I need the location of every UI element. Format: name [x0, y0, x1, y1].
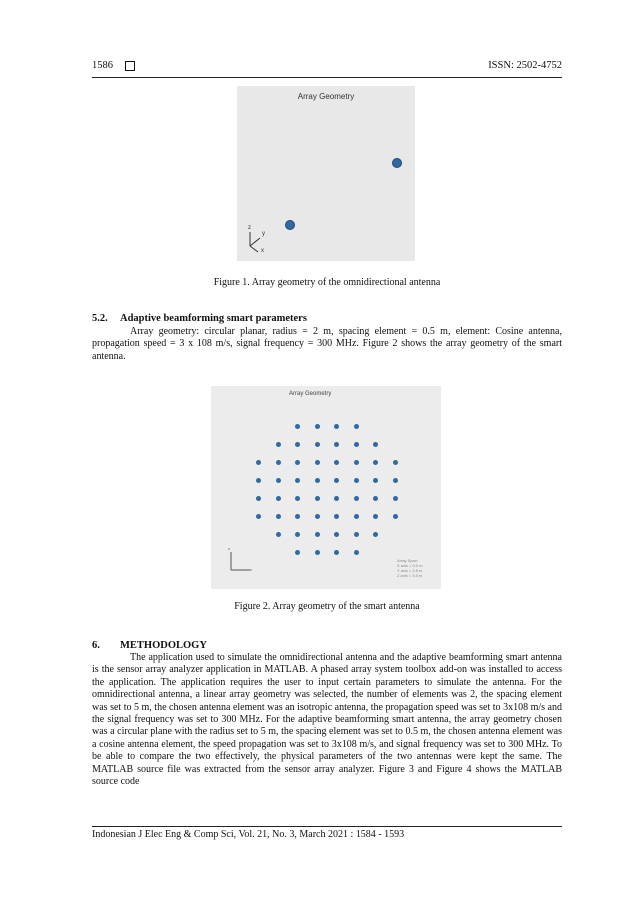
- array-element: [393, 478, 398, 483]
- array-element: [256, 514, 261, 519]
- array-element: [354, 460, 359, 465]
- footer-citation: Indonesian J Elec Eng & Comp Sci, Vol. 21, No. 3, March 2021 : 1584 - 1593: [92, 829, 405, 840]
- array-element: [334, 514, 339, 519]
- array-element: [276, 514, 281, 519]
- array-element: [276, 496, 281, 501]
- array-element: [276, 478, 281, 483]
- spec-line: Array Span:: [397, 558, 419, 563]
- issn-label: ISSN: 2502-4752: [488, 60, 562, 71]
- array-element: [276, 532, 281, 537]
- array-element: [334, 424, 339, 429]
- spec-line: Y axis = 3.5 m: [397, 568, 423, 573]
- figure-1-plot-title: Array Geometry: [297, 92, 355, 101]
- axes-triad-icon: [228, 548, 258, 574]
- section-5-2-paragraph: [92, 326, 562, 363]
- array-element: [334, 496, 339, 501]
- page-header: [92, 60, 562, 76]
- array-element: [256, 496, 261, 501]
- array-element: [315, 514, 320, 519]
- array-element: [315, 532, 320, 537]
- spec-line: X axis = 0.0 m: [397, 563, 423, 568]
- array-element: [354, 496, 359, 501]
- array-element: [295, 478, 300, 483]
- array-element: [285, 220, 295, 230]
- array-element: [373, 514, 378, 519]
- array-element: [354, 550, 359, 555]
- x-axis-label: x: [250, 567, 252, 572]
- array-element: [295, 424, 300, 429]
- paragraph-text: Array geometry: circular planar, radius = 2 m, spacing element = 0.5 m, element: Cosine antenna, propagation speed = 3 x 108 m/s, signal frequency = 300 MHz. Figure 2 shows the array geometry of the smart antenna.: [92, 326, 562, 362]
- array-span-readout: [397, 558, 422, 578]
- array-element: [315, 478, 320, 483]
- array-element: [295, 550, 300, 555]
- array-element: [393, 460, 398, 465]
- array-element: [334, 442, 339, 447]
- array-element: [315, 424, 320, 429]
- array-element: [334, 532, 339, 537]
- array-element: [354, 532, 359, 537]
- array-element: [295, 514, 300, 519]
- array-element: [354, 442, 359, 447]
- figure-2-plot-title: Array Geometry: [289, 391, 332, 397]
- z-axis-label: z: [248, 225, 251, 231]
- array-element: [295, 442, 300, 447]
- figure-1-plot: [237, 86, 415, 261]
- footer-divider: [92, 826, 562, 827]
- array-element: [315, 442, 320, 447]
- array-element: [392, 158, 402, 168]
- figure-1-caption: Figure 1. Array geometry of the omnidirectional antenna: [213, 277, 441, 288]
- section-number: 5.2.: [92, 313, 108, 324]
- array-element: [256, 478, 261, 483]
- section-6-paragraph: [92, 652, 562, 788]
- figure-2-caption: Figure 2. Array geometry of the smart antenna: [234, 601, 420, 612]
- x-axis-label: x: [261, 248, 264, 254]
- page-number: 1586: [92, 60, 113, 71]
- array-element: [315, 460, 320, 465]
- y-axis-label: y: [262, 231, 265, 237]
- spec-line: Z axis = 3.5 m: [397, 573, 423, 578]
- section-6-heading: [92, 640, 207, 651]
- section-title: METHODOLOGY: [120, 640, 207, 651]
- array-element: [276, 442, 281, 447]
- array-element: [373, 478, 378, 483]
- array-element: [334, 550, 339, 555]
- array-element: [354, 424, 359, 429]
- array-element: [373, 442, 378, 447]
- array-element: [315, 550, 320, 555]
- paragraph-text: The application used to simulate the omnidirectional antenna and the adaptive beamforming smart antenna is the sensor array analyzer application in MATLAB. A phased array system toolbox add-on was installed to access the application. The application requires the user to input certain parameters to simulate the antenna. For the omnidirectional antenna, a linear array geometry was selected, the number of elements was 2, the spacing element was set to 5 m, the chosen antenna element was an isotropic antenna, the propagation speed was set to 3x108 m/s and the signal frequency was set to 300 MHz. For the adaptive beamforming smart antenna, the array geometry chosen was a circular plane with the radius set to 5 m, the spacing element was set to 0.5 m, the chosen antenna element was a cosine antenna element, the speed propagation was set to 3x108 m/s, and signal frequency was set to 300 MHz. To be able to compare the two effectively, the physical parameters of the two antennas were kept the same. The MATLAB source file was extracted from the sensor array analyzer. Figure 3 and Figure 4 shows the MATLAB source code: [92, 652, 562, 788]
- array-element: [334, 460, 339, 465]
- array-element: [256, 460, 261, 465]
- array-element: [295, 460, 300, 465]
- array-element: [393, 514, 398, 519]
- header-divider: [92, 77, 562, 78]
- array-element: [334, 478, 339, 483]
- array-element: [354, 478, 359, 483]
- array-element: [373, 532, 378, 537]
- figure-2-plot: [211, 386, 441, 589]
- array-element: [315, 496, 320, 501]
- array-element: [373, 496, 378, 501]
- array-element: [373, 460, 378, 465]
- array-element: [393, 496, 398, 501]
- square-bullet-icon: [125, 61, 135, 71]
- section-number: 6.: [92, 640, 100, 651]
- section-5-2-heading: [92, 313, 307, 324]
- section-title: Adaptive beamforming smart parameters: [120, 313, 307, 324]
- array-element: [276, 460, 281, 465]
- array-element: [295, 532, 300, 537]
- array-element: [354, 514, 359, 519]
- z-axis-label: z: [228, 546, 230, 551]
- array-element: [295, 496, 300, 501]
